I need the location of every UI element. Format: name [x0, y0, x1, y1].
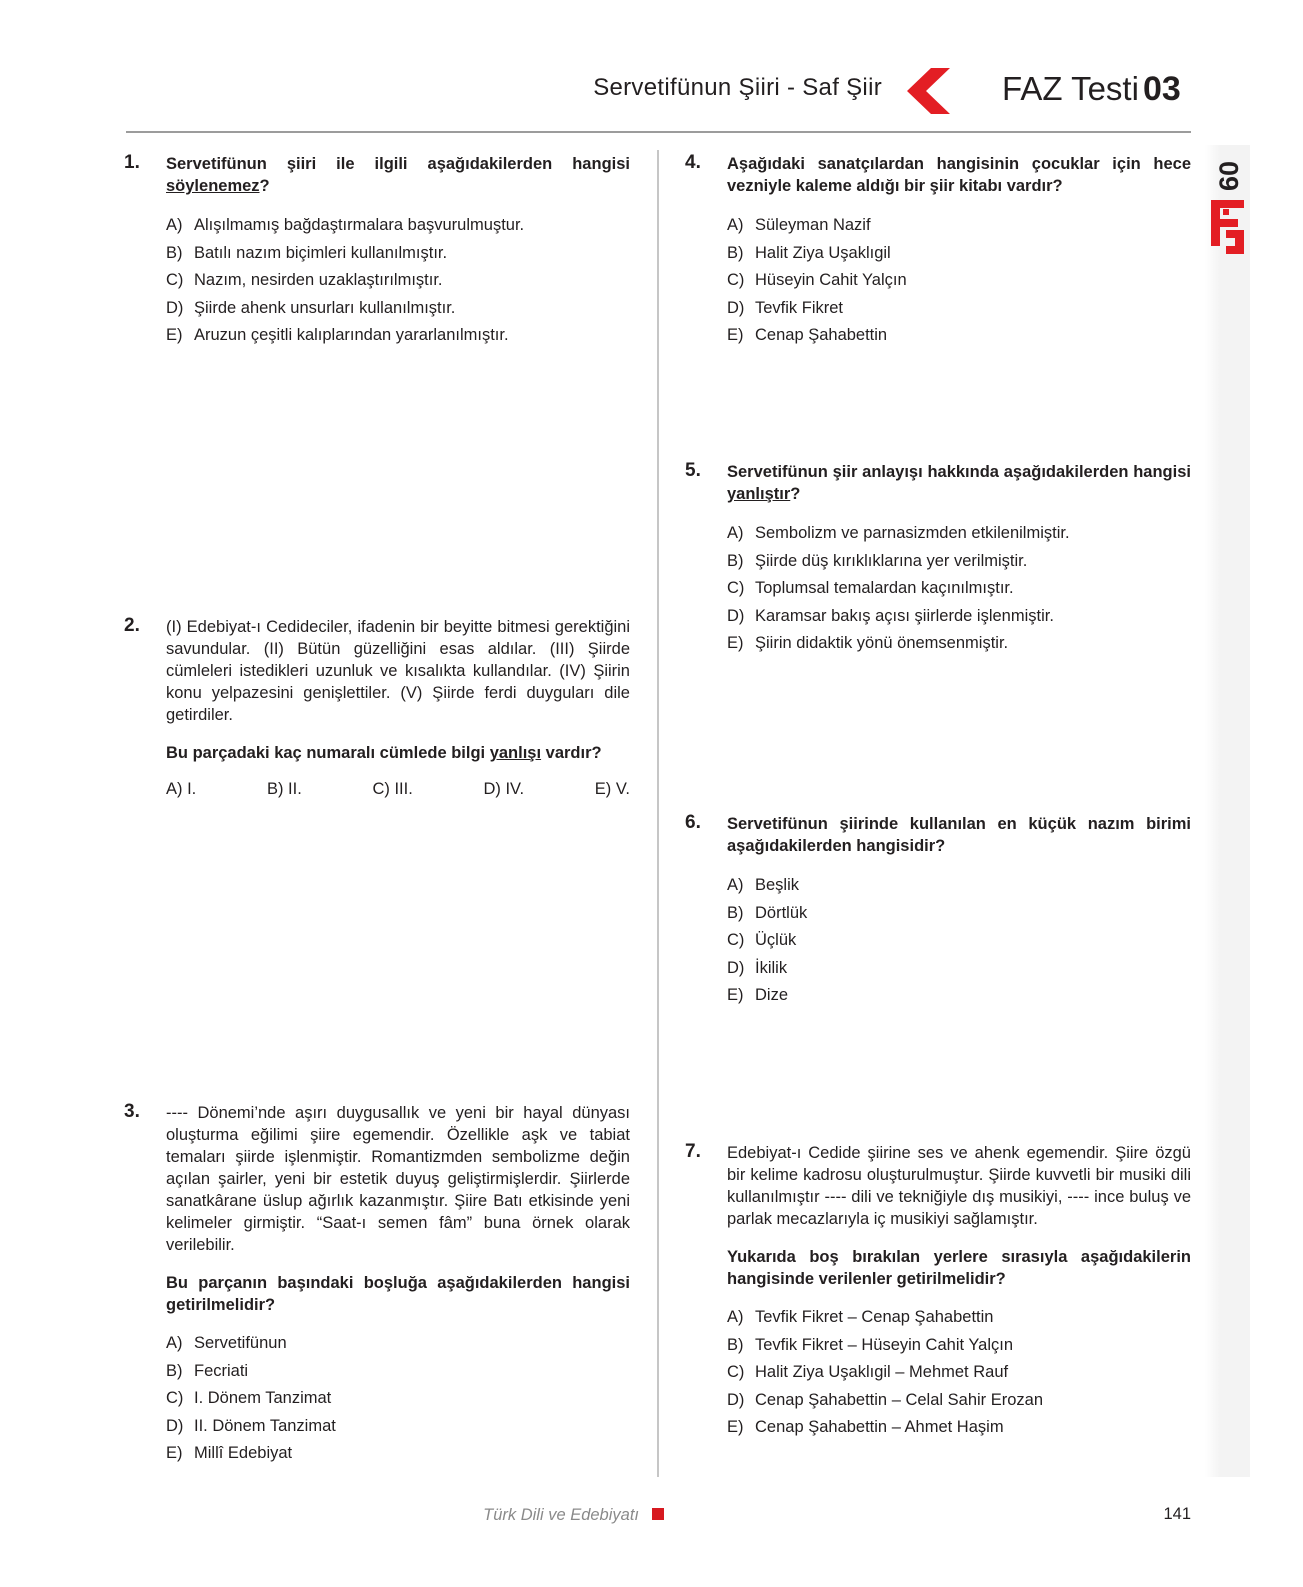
option-b[interactable]: B) Batılı nazım biçimleri kullanılmıştır. — [166, 243, 448, 262]
answer-options — [727, 520, 1191, 658]
answer-options — [166, 780, 630, 799]
option-d[interactable]: D) II. Dönem Tanzimat — [166, 1416, 336, 1435]
option-c[interactable]: C) Üçlük — [727, 931, 797, 949]
answer-options — [166, 212, 630, 350]
option-b[interactable]: B) Dörtlük — [727, 903, 808, 922]
question-number: 1. — [124, 152, 140, 173]
question-stem: Bu parçadaki kaç numaralı cümlede bilgi yanlışı vardır? — [166, 744, 602, 762]
option-c[interactable]: C) Toplumsal temalardan kaçınılmıştır. — [727, 579, 1014, 597]
brand-logo-icon — [1211, 200, 1244, 254]
question-1 — [124, 152, 630, 350]
option-a[interactable]: A) I. — [166, 780, 197, 798]
question-stem: Servetifünun şiirinde kullanılan en küçük nazım birimi aşağıdakilerden hangisidir? — [727, 815, 1191, 855]
option-b[interactable]: B) Fecriati — [166, 1361, 249, 1380]
option-b[interactable]: B) Tevfik Fikret – Hüseyin Cahit Yalçın — [727, 1335, 1013, 1354]
page-number: 141 — [1163, 1505, 1191, 1523]
question-passage: ---- Dönemi’nde aşırı duygusallık ve yeni bir hayal dünyası oluşturma eğilimi şiire egemendir. Özellikle aşk ve tabiat temaları şiirde işlenmiştir. Romantizmden sembolizme değin açılan şairler, yeni bir estetik duyuş geliştirmişlerdir. Şiirlerde sanatkârane üslup ağırlık kazanmıştır. Şiire Batı etkisinde yeni kelimeler girmiştir. “Saat-ı semen fâm” buna örnek olarak verilebilir. — [166, 1104, 630, 1254]
answer-options — [166, 1330, 630, 1468]
option-e[interactable]: E) Cenap Şahabettin – Ahmet Haşim — [727, 1418, 1004, 1436]
test-label: FAZ Testi — [1002, 70, 1139, 107]
question-2 — [124, 615, 630, 799]
question-3 — [124, 1101, 630, 1468]
option-d[interactable]: D) Cenap Şahabettin – Celal Sahir Erozan — [727, 1390, 1044, 1409]
option-e[interactable]: E) Şiirin didaktik yönü önemsenmiştir. — [727, 634, 1009, 652]
option-e[interactable]: E) Cenap Şahabettin — [727, 326, 888, 344]
test-title — [1002, 70, 1181, 109]
question-7 — [685, 1141, 1191, 1442]
answer-options — [727, 872, 1191, 1010]
header-divider — [126, 131, 1191, 133]
question-5 — [685, 460, 1191, 658]
column-divider — [657, 150, 659, 1477]
option-c[interactable]: C) Halit Ziya Uşaklıgil – Mehmet Rauf — [727, 1363, 1009, 1381]
option-a[interactable]: A) Beşlik — [727, 876, 800, 894]
question-number: 6. — [685, 812, 701, 833]
question-passage: (I) Edebiyat-ı Cedideciler, ifadenin bir beyitte bitmesi gerektiğini savundular. (II) Bütün güzelliğini esas aldılar. (III) Şiirde cümleleri istedikleri uzunluk ve kısalıkta kullandılar. (IV) Şiirin konu yelpazesini genişlettiler. (V) Şiirde ferdi duyguları dile getirdiler. — [166, 618, 630, 724]
answer-options — [727, 1304, 1191, 1442]
option-e[interactable]: E) Millî Edebiyat — [166, 1444, 293, 1462]
question-stem: Servetifünun şiir anlayışı hakkında aşağıdakilerden hangisi yanlıştır? — [727, 463, 1191, 503]
option-d[interactable]: D) Şiirde ahenk unsurları kullanılmıştır. — [166, 298, 456, 317]
option-a[interactable]: A) Tevfik Fikret – Cenap Şahabettin — [727, 1308, 994, 1326]
option-b[interactable]: B) Halit Ziya Uşaklıgil — [727, 243, 891, 262]
option-a[interactable]: A) Sembolizm ve parnasizmden etkilenilmiştir. — [727, 524, 1070, 542]
question-stem: Yukarıda boş bırakılan yerlere sırasıyla aşağıdakilerin hangisinde verilenler getirilmelidir? — [727, 1248, 1191, 1288]
option-d[interactable]: D) İkilik — [727, 958, 788, 977]
option-a[interactable]: A) Süleyman Nazif — [727, 216, 871, 234]
footer-book-title: Türk Dili ve Edebiyatı — [483, 1506, 639, 1524]
option-c[interactable]: C) I. Dönem Tanzimat — [166, 1389, 332, 1407]
test-number: 03 — [1142, 70, 1181, 108]
option-a[interactable]: A) Servetifünun — [166, 1334, 287, 1352]
question-number: 7. — [685, 1141, 701, 1162]
side-unit-number: 09 — [1213, 160, 1244, 192]
option-d[interactable]: D) Karamsar bakış açısı şiirlerde işlenmiştir. — [727, 606, 1054, 625]
option-b[interactable]: B) II. — [266, 780, 302, 798]
question-number: 2. — [124, 615, 140, 636]
question-number: 5. — [685, 460, 701, 481]
option-c[interactable]: C) Nazım, nesirden uzaklaştırılmıştır. — [166, 271, 443, 289]
chevron-left-icon — [906, 68, 950, 114]
footer-marker-icon — [652, 1508, 664, 1520]
question-stem: Servetifünun şiiri ile ilgili aşağıdakilerden hangisi söylenemez? — [166, 155, 630, 195]
header-topic: Servetifünun Şiiri - Saf Şiir — [593, 74, 882, 101]
option-e[interactable]: E) Aruzun çeşitli kalıplarından yararlanılmıştır. — [166, 326, 509, 344]
question-6 — [685, 812, 1191, 1010]
option-d[interactable]: D) IV. — [483, 780, 525, 798]
question-number: 3. — [124, 1101, 140, 1122]
question-number: 4. — [685, 152, 701, 173]
option-d[interactable]: D) Tevfik Fikret — [727, 298, 844, 317]
option-a[interactable]: A) Alışılmamış bağdaştırmalara başvurulmuştur. — [166, 216, 525, 234]
option-c[interactable]: C) Hüseyin Cahit Yalçın — [727, 271, 907, 289]
question-4 — [685, 152, 1191, 350]
question-passage: Edebiyat-ı Cedide şiirine ses ve ahenk egemendir. Şiire özgü bir kelime kadrosu oluşturulmuştur. Şiirde kuvvetli bir musiki dili kullanılmıştır ---- dili ve tekniğiyle dış musikiyi, ---- ince buluş ve parlak mecazlarıyla iç musikiyi sağlamıştır. — [727, 1144, 1191, 1228]
option-e[interactable]: E) Dize — [727, 986, 789, 1004]
question-stem: Aşağıdaki sanatçılardan hangisinin çocuklar için hece vezniyle kaleme aldığı bir şiir kitabı vardır? — [727, 155, 1191, 195]
question-stem: Bu parçanın başındaki boşluğa aşağıdakilerden hangisi getirilmelidir? — [166, 1274, 630, 1314]
option-b[interactable]: B) Şiirde düş kırıklıklarına yer verilmiştir. — [727, 551, 1028, 570]
option-e[interactable]: E) V. — [594, 780, 630, 798]
side-strip — [1205, 145, 1250, 1477]
option-c[interactable]: C) III. — [372, 780, 413, 798]
answer-options — [727, 212, 1191, 350]
